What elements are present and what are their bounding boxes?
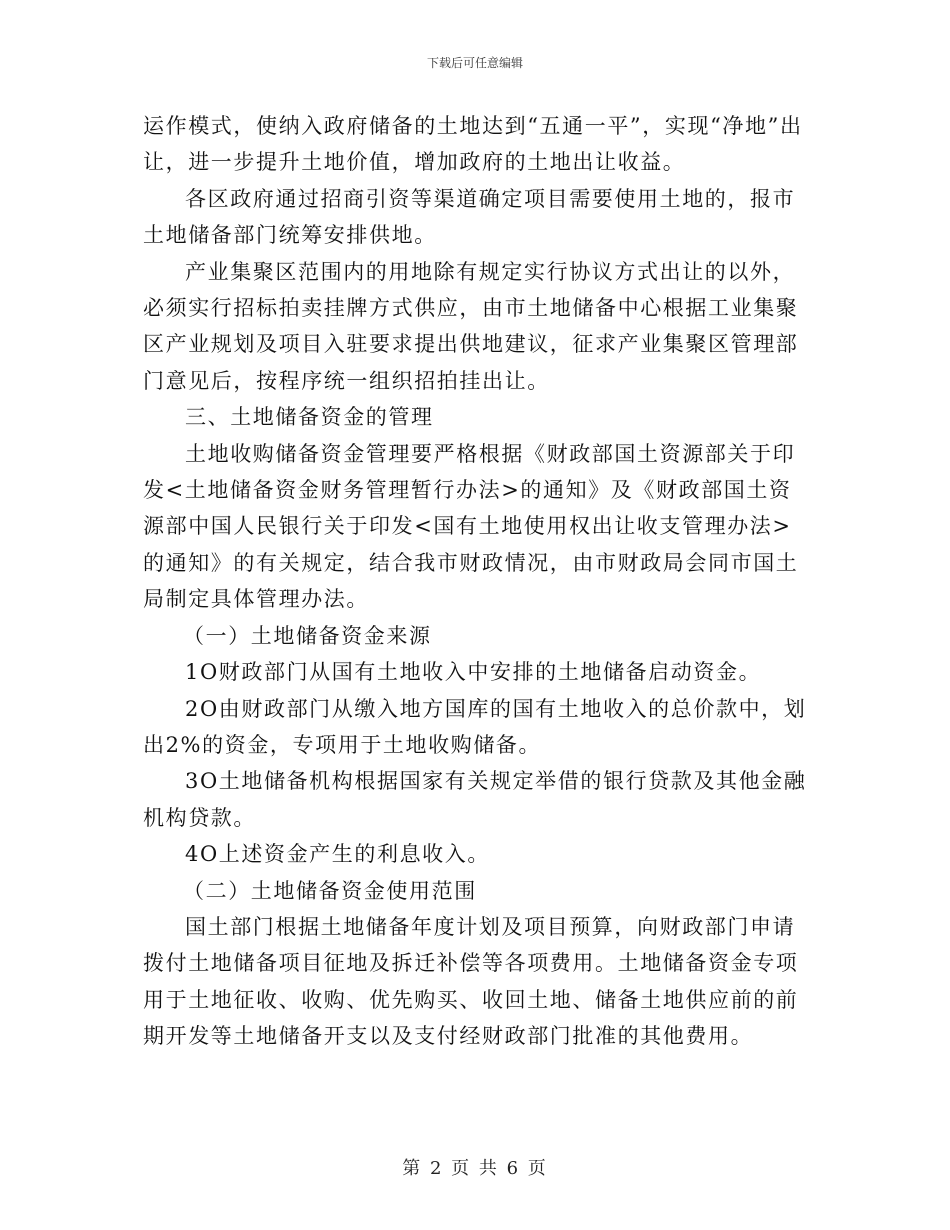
list-item: 1O财政部门从国有土地收入中安排的土地储备启动资金。 xyxy=(185,660,762,685)
paragraph: 各区政府通过招商引资等渠道确定项目需要使用土地的，报市土地储备部门统筹安排供地。 xyxy=(143,186,796,248)
section-heading: 三、土地储备资金的管理 xyxy=(185,405,434,430)
subsection-heading: （一）土地储备资金来源 xyxy=(183,623,432,648)
paragraph: 土地收购储备资金管理要严格根据《财政部国土资源部关于印发<土地储备资金财务管理暂行办法>的通知》及《财政部国土资源部中国人民银行关于印发<国有土地使用权出让收支管理办法>的通知》的有关规定，结合我市财政情况，由市财政局会同市国土局制定具体管理办法。 xyxy=(143,441,799,612)
paragraph: 产业集聚区范围内的用地除有规定实行协议方式出让的以外，必须实行招标拍卖挂牌方式供应，由市土地储备中心根据工业集聚区产业规划及项目入驻要求提出供地建议，征求产业集聚区管理部门意见后，按程序统一组织招拍挂出让。 xyxy=(143,259,799,393)
list-item: 4O上述资金产生的利息收入。 xyxy=(185,842,490,867)
paragraph: 国土部门根据土地储备年度计划及项目预算，向财政部门申请拨付土地储备项目征地及拆迁补偿等各项费用。土地储备资金专项用于土地征收、收购、优先购买、收回土地、储备土地供应前的前期开发等土地储备开支以及支付经财政部门批准的其他费用。 xyxy=(143,914,799,1049)
list-item: 2O由财政部门从缴入地方国库的国有土地收入的总价款中，划出2%的资金，专项用于土地收购储备。 xyxy=(143,696,807,757)
subsection-heading: （二）土地储备资金使用范围 xyxy=(183,878,477,903)
paragraph: 运作模式，使纳入政府储备的土地达到“五通一平”，实现“净地”出让，进一步提升土地价值，增加政府的土地出让收益。 xyxy=(143,114,803,175)
list-item: 3O土地储备机构根据国家有关规定举借的银行贷款及其他金融机构贷款。 xyxy=(143,769,807,830)
page-header: 下载后可任意编辑 xyxy=(426,56,523,70)
document-body xyxy=(143,108,808,1055)
page-number: 第 2 页 共 6 页 xyxy=(402,1158,548,1179)
